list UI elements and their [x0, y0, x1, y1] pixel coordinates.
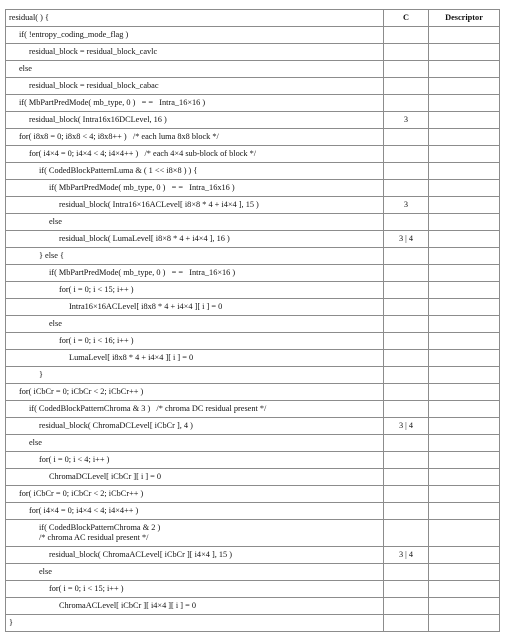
c-cell [384, 282, 429, 299]
descriptor-cell [429, 163, 500, 180]
syntax-cell: else [6, 435, 384, 452]
syntax-cell: else [6, 316, 384, 333]
descriptor-cell [429, 265, 500, 282]
c-cell [384, 367, 429, 384]
descriptor-cell [429, 350, 500, 367]
c-cell [384, 129, 429, 146]
syntax-cell: residual_block( ChromaACLevel[ iCbCr ][ i4×4 ], 15 ) [6, 547, 384, 564]
table-row [6, 61, 500, 78]
descriptor-cell [429, 78, 500, 95]
table-row [6, 265, 500, 282]
header-row [6, 10, 500, 27]
descriptor-cell [429, 214, 500, 231]
descriptor-cell [429, 581, 500, 598]
table-row [6, 598, 500, 615]
c-cell [384, 248, 429, 265]
table-row [6, 435, 500, 452]
descriptor-cell [429, 469, 500, 486]
descriptor-cell [429, 44, 500, 61]
syntax-cell: Intra16×16ACLevel[ i8x8 * 4 + i4×4 ][ i ] = 0 [6, 299, 384, 316]
c-cell [384, 265, 429, 282]
table-row [6, 316, 500, 333]
syntax-cell: } [6, 615, 384, 632]
syntax-cell: residual_block( Intra16x16DCLevel, 16 ) [6, 112, 384, 129]
syntax-cell: if( CodedBlockPatternChroma & 3 ) /* chroma DC residual present */ [6, 401, 384, 418]
syntax-cell: LumaLevel[ i8x8 * 4 + i4×4 ][ i ] = 0 [6, 350, 384, 367]
syntax-cell: else [6, 61, 384, 78]
table-row [6, 469, 500, 486]
descriptor-cell [429, 418, 500, 435]
c-cell [384, 61, 429, 78]
header-c-cell: C [384, 10, 429, 27]
syntax-cell: if( CodedBlockPatternLuma & ( 1 << i8×8 ) ) { [6, 163, 384, 180]
syntax-cell: for( i4×4 = 0; i4×4 < 4; i4×4++ ) [6, 503, 384, 520]
descriptor-cell [429, 520, 500, 547]
descriptor-cell [429, 299, 500, 316]
c-cell [384, 384, 429, 401]
syntax-cell: for( i4×4 = 0; i4×4 < 4; i4×4++ ) /* each 4×4 sub-block of block */ [6, 146, 384, 163]
syntax-cell: if( MbPartPredMode( mb_type, 0 ) = = Intra_16×16 ) [6, 265, 384, 282]
descriptor-cell [429, 615, 500, 632]
table-row [6, 231, 500, 248]
descriptor-cell [429, 197, 500, 214]
syntax-cell: else [6, 564, 384, 581]
syntax-cell: for( i8x8 = 0; i8x8 < 4; i8x8++ ) /* each luma 8x8 block */ [6, 129, 384, 146]
c-cell [384, 452, 429, 469]
syntax-cell: for( iCbCr = 0; iCbCr < 2; iCbCr++ ) [6, 384, 384, 401]
syntax-cell: for( i = 0; i < 15; i++ ) [6, 581, 384, 598]
descriptor-cell [429, 333, 500, 350]
descriptor-cell [429, 367, 500, 384]
descriptor-cell [429, 180, 500, 197]
syntax-cell: ChromaDCLevel[ iCbCr ][ i ] = 0 [6, 469, 384, 486]
table-row [6, 214, 500, 231]
c-cell [384, 299, 429, 316]
syntax-cell: if( MbPartPredMode( mb_type, 0 ) = = Intra_16x16 ) [6, 180, 384, 197]
table-row [6, 333, 500, 350]
c-cell: 3 [384, 112, 429, 129]
c-cell [384, 581, 429, 598]
table-row [6, 452, 500, 469]
descriptor-cell [429, 503, 500, 520]
table-row [6, 112, 500, 129]
c-cell: 3 [384, 197, 429, 214]
syntax-cell: for( i = 0; i < 16; i++ ) [6, 333, 384, 350]
c-cell [384, 520, 429, 547]
descriptor-cell [429, 248, 500, 265]
descriptor-cell [429, 547, 500, 564]
table-row [6, 197, 500, 214]
c-cell [384, 214, 429, 231]
table-row [6, 615, 500, 632]
descriptor-cell [429, 95, 500, 112]
header-syntax-cell: residual( ) { [6, 10, 384, 27]
c-cell [384, 316, 429, 333]
syntax-cell: if( CodedBlockPatternChroma & 2 ) /* chroma AC residual present */ [6, 520, 384, 547]
c-cell [384, 435, 429, 452]
c-cell: 3 | 4 [384, 418, 429, 435]
descriptor-cell [429, 401, 500, 418]
descriptor-cell [429, 146, 500, 163]
syntax-cell: residual_block( LumaLevel[ i8×8 * 4 + i4×4 ], 16 ) [6, 231, 384, 248]
c-cell [384, 401, 429, 418]
table-row [6, 503, 500, 520]
c-cell [384, 615, 429, 632]
syntax-cell: residual_block( ChromaDCLevel[ iCbCr ], 4 ) [6, 418, 384, 435]
table-row [6, 146, 500, 163]
descriptor-cell [429, 27, 500, 44]
syntax-table [5, 9, 500, 632]
c-cell [384, 598, 429, 615]
header-descriptor-cell: Descriptor [429, 10, 500, 27]
syntax-cell: } [6, 367, 384, 384]
descriptor-cell [429, 598, 500, 615]
syntax-cell: if( !entropy_coding_mode_flag ) [6, 27, 384, 44]
table-row [6, 163, 500, 180]
descriptor-cell [429, 316, 500, 333]
table-row [6, 248, 500, 265]
descriptor-cell [429, 486, 500, 503]
table-row [6, 581, 500, 598]
syntax-cell: for( i = 0; i < 4; i++ ) [6, 452, 384, 469]
table-row [6, 547, 500, 564]
syntax-cell: ChromaACLevel[ iCbCr ][ i4×4 ][ i ] = 0 [6, 598, 384, 615]
syntax-cell: residual_block = residual_block_cavlc [6, 44, 384, 61]
table-row [6, 299, 500, 316]
table-row [6, 350, 500, 367]
descriptor-cell [429, 384, 500, 401]
syntax-cell: if( MbPartPredMode( mb_type, 0 ) = = Intra_16×16 ) [6, 95, 384, 112]
descriptor-cell [429, 61, 500, 78]
table-row [6, 78, 500, 95]
syntax-cell: else [6, 214, 384, 231]
c-cell [384, 146, 429, 163]
syntax-cell: residual_block( Intra16×16ACLevel[ i8×8 * 4 + i4×4 ], 15 ) [6, 197, 384, 214]
syntax-cell: for( iCbCr = 0; iCbCr < 2; iCbCr++ ) [6, 486, 384, 503]
table-row [6, 27, 500, 44]
table-row [6, 129, 500, 146]
descriptor-cell [429, 112, 500, 129]
table-row [6, 486, 500, 503]
c-cell [384, 333, 429, 350]
descriptor-cell [429, 129, 500, 146]
table-row [6, 95, 500, 112]
c-cell [384, 180, 429, 197]
c-cell [384, 469, 429, 486]
table-row [6, 44, 500, 61]
syntax-cell: } else { [6, 248, 384, 265]
syntax-cell: for( i = 0; i < 15; i++ ) [6, 282, 384, 299]
descriptor-cell [429, 282, 500, 299]
descriptor-cell [429, 452, 500, 469]
table-row [6, 384, 500, 401]
c-cell: 3 | 4 [384, 231, 429, 248]
c-cell [384, 27, 429, 44]
c-cell: 3 | 4 [384, 547, 429, 564]
table-body [6, 27, 500, 632]
syntax-cell: residual_block = residual_block_cabac [6, 78, 384, 95]
descriptor-cell [429, 564, 500, 581]
c-cell [384, 564, 429, 581]
c-cell [384, 78, 429, 95]
descriptor-cell [429, 231, 500, 248]
c-cell [384, 503, 429, 520]
c-cell [384, 95, 429, 112]
c-cell [384, 350, 429, 367]
table-row [6, 564, 500, 581]
descriptor-cell [429, 435, 500, 452]
table-row [6, 418, 500, 435]
table-row [6, 520, 500, 547]
c-cell [384, 44, 429, 61]
c-cell [384, 486, 429, 503]
c-cell [384, 163, 429, 180]
table-row [6, 401, 500, 418]
table-row [6, 180, 500, 197]
table-row [6, 282, 500, 299]
table-row [6, 367, 500, 384]
